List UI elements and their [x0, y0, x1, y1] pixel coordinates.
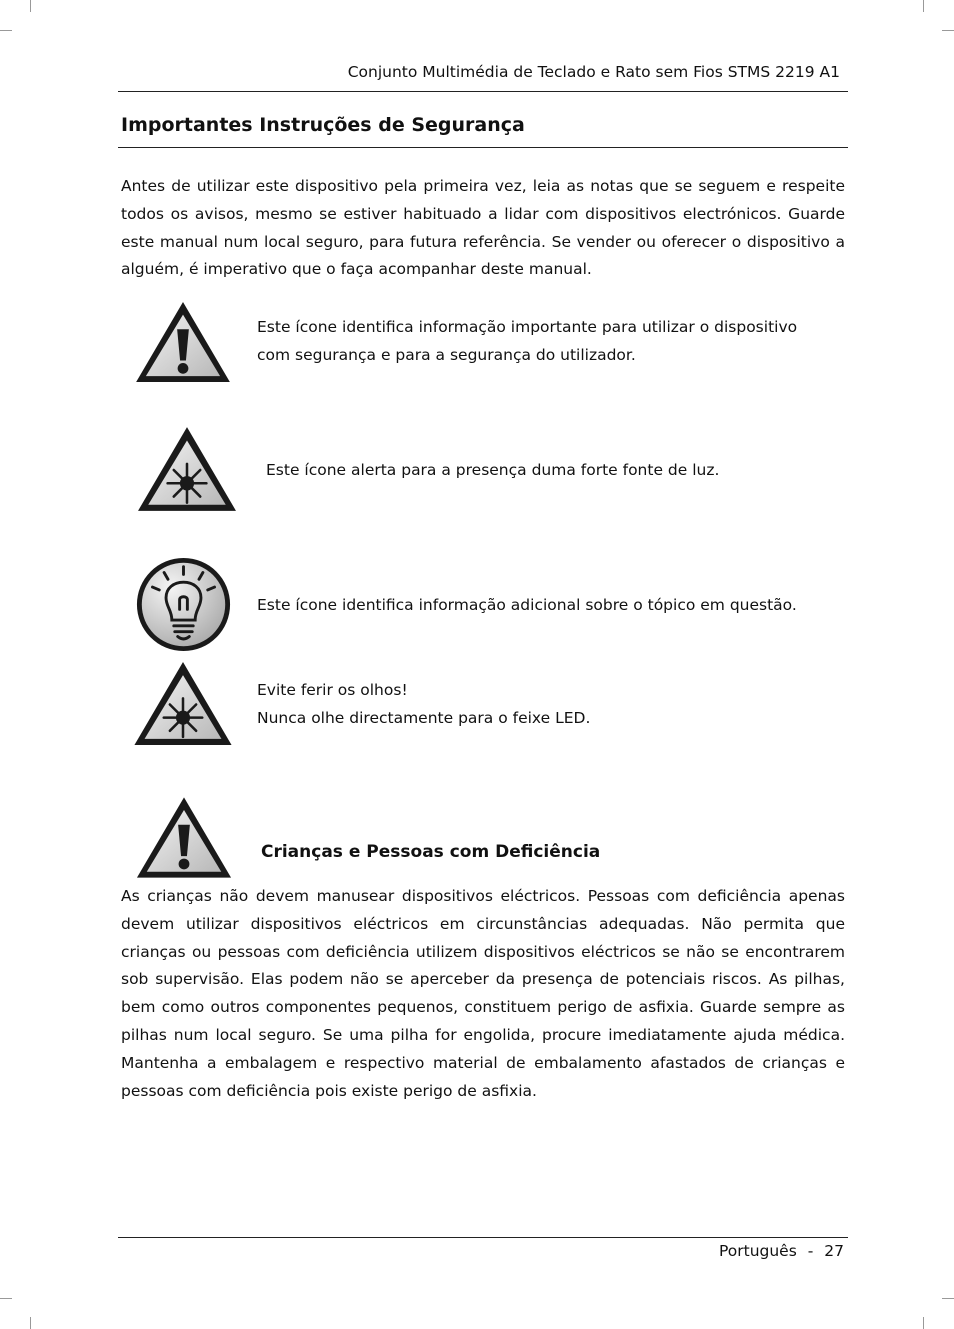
crop-mark [942, 1298, 954, 1299]
warning-icon-description: Este ícone identifica informação importante para utilizar o dispositivo com segurança e para a segurança do utilizador. [257, 318, 798, 364]
bright-light-icon [132, 660, 234, 747]
crop-mark [30, 0, 31, 12]
page-number: 27 [824, 1242, 844, 1260]
children-section-title: Crianças e Pessoas com Deficiência [261, 842, 601, 862]
crop-mark [0, 1298, 12, 1299]
eye-warning-line-2: Nunca olhe directamente para o feixe LED. [257, 709, 591, 727]
section-title: Importantes Instruções de Segurança [121, 114, 525, 136]
crop-mark [942, 30, 954, 31]
info-icon-description: Este ícone identifica informação adicional sobre o tópico em questão. [257, 596, 797, 614]
header-rule [118, 91, 848, 92]
warning-triangle-icon [134, 300, 232, 384]
lightbulb-icon [135, 556, 232, 653]
crop-mark [923, 1317, 924, 1329]
children-paragraph: As crianças não devem manusear dispositivos eléctricos. Pessoas com deficiência apenas devem utilizar dispositivos eléctricos em circunstâncias adequadas. Não permita que crianças ou pessoas com deficiência utilizem dispositivos eléctricos se não se encontrarem sob supervisão. Elas podem não se aperceber da presença de potenciais riscos. As pilhas, bem como outros componentes pequenos, constituem perigo de asfixia. Guarde sempre as pilhas num local seguro. Se uma pilha for engolida, procure imediatamente ajuda médica. Mantenha a embalagem e respectivo material de embalamento afastados de crianças e pessoas com deficiência pois existe perigo de asfixia. [121, 887, 845, 1100]
footer-separator: - [807, 1242, 814, 1260]
section-title-rule [118, 147, 848, 148]
intro-paragraph: Antes de utilizar este dispositivo pela primeira vez, leia as notas que se seguem e respeite todos os avisos, mesmo se estiver habituado a lidar com dispositivos electrónicos. Guarde este manual num local seguro, para futura referência. Se vender ou oferecer o dispositivo a alguém, é imperativo que o faça acompanhar deste manual. [121, 177, 845, 279]
crop-mark [923, 0, 924, 12]
warning-triangle-icon [135, 795, 233, 880]
crop-mark [0, 30, 12, 31]
eye-warning-line-1: Evite ferir os olhos! [257, 681, 408, 699]
light-icon-description: Este ícone alerta para a presença duma forte fonte de luz. [266, 461, 720, 479]
footer-language: Português [718, 1242, 797, 1260]
crop-mark [30, 1317, 31, 1329]
page-footer [719, 1242, 844, 1260]
page-header-title: Conjunto Multimédia de Teclado e Rato sem Fios STMS 2219 A1 [347, 63, 840, 81]
bright-light-icon [136, 425, 238, 513]
footer-rule [118, 1237, 848, 1238]
